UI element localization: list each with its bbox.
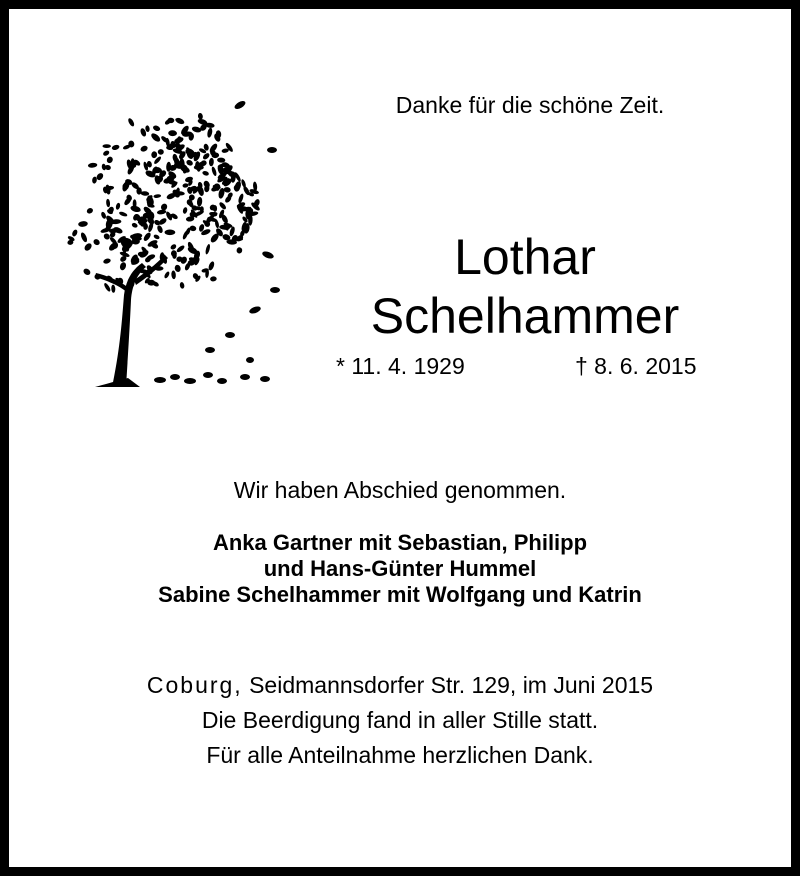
mourner-line: und Hans-Günter Hummel: [263, 556, 537, 581]
leaf-shape: [150, 132, 162, 143]
leaf-shape: [130, 205, 142, 213]
leaf-shape: [153, 234, 160, 240]
leaf-shape: [163, 271, 170, 279]
city: Coburg,: [146, 672, 243, 698]
leaf-shape: [210, 276, 217, 282]
leaf-shape: [157, 209, 167, 215]
leaf-shape: [88, 162, 98, 168]
leaf-shape: [153, 194, 161, 198]
leaf-shape: [83, 242, 93, 252]
leaf-shape: [197, 113, 203, 120]
leaf-shape: [207, 127, 214, 138]
leaf-shape: [191, 126, 202, 134]
windblown-tree-icon: [50, 95, 290, 395]
leaf-shape: [236, 247, 242, 254]
leaf-shape: [71, 229, 78, 237]
leaf-shape: [142, 231, 152, 242]
leaf-shape: [106, 199, 111, 208]
leaf-shape: [158, 149, 164, 155]
leaf-shape: [151, 151, 157, 158]
death-date: † 8. 6. 2015: [575, 353, 697, 379]
leaf-shape: [209, 211, 218, 217]
leaf-shape: [182, 207, 188, 214]
leaf-shape: [211, 166, 218, 176]
leaf-shape: [106, 156, 114, 165]
leaf-shape: [165, 230, 176, 236]
thanks-line: Für alle Anteilnahme herzlichen Dank.: [206, 742, 594, 768]
leaf-shape: [127, 117, 135, 127]
leaf-shape: [174, 117, 185, 126]
leaf-shape: [200, 206, 204, 212]
leaf-shape: [156, 225, 164, 234]
leaf-shape: [102, 150, 110, 157]
leaf-shape: [202, 170, 210, 176]
mourner-line: Sabine Schelhammer mit Wolfgang und Katrin: [158, 582, 642, 607]
footer-text: [0, 668, 800, 773]
leaf-shape: [111, 144, 120, 151]
leaf-shape: [80, 232, 89, 243]
leaf-shape: [119, 261, 127, 271]
leaf-shape: [179, 282, 185, 289]
leaf-shape: [140, 191, 149, 196]
leaf-shape: [103, 282, 112, 292]
leaf-shape: [103, 232, 111, 240]
leaf-shape: [152, 125, 161, 133]
leaf-shape: [111, 284, 116, 292]
leaf-shape: [170, 243, 178, 250]
place-line: [0, 668, 800, 703]
first-name: Lothar: [454, 229, 596, 285]
leaf-shape: [197, 197, 203, 207]
last-name: Schelhammer: [370, 288, 680, 344]
leaf-shape: [185, 159, 193, 167]
leaf-shape: [131, 222, 138, 229]
leaf-shape: [209, 158, 215, 167]
leaf-shape: [103, 258, 112, 265]
leaf-shape: [202, 152, 211, 161]
mourner-line: Anka Gartner mit Sebastian, Philipp: [212, 530, 588, 555]
leaf-shape: [182, 183, 189, 188]
leaf-shape: [171, 270, 176, 279]
farewell-line: Wir haben Abschied genommen.: [233, 477, 567, 503]
leaf-shape: [145, 125, 150, 132]
leaf-shape: [213, 205, 217, 212]
leaf-shape: [140, 145, 149, 153]
leaf-shape: [218, 201, 227, 210]
funeral-note: Die Beerdigung fand in aller Stille statt.: [201, 707, 599, 733]
leaf-shape: [82, 267, 91, 276]
leaf-shape: [119, 211, 128, 218]
motto: Danke für die schöne Zeit.: [395, 92, 665, 118]
mourners-list: [0, 530, 800, 608]
leaf-shape: [174, 264, 181, 272]
leaf-shape: [223, 187, 231, 193]
leaf-shape: [237, 193, 244, 204]
leaf-shape: [168, 130, 177, 136]
leaf-shape: [217, 157, 225, 162]
leaf-shape: [86, 207, 94, 215]
leaf-shape: [92, 238, 101, 247]
leaf-shape: [115, 202, 121, 210]
leaf-shape: [176, 244, 186, 253]
leaf-shape: [100, 211, 107, 219]
birth-date: * 11. 4. 1929: [336, 353, 465, 379]
leaf-shape: [103, 144, 111, 148]
leaf-shape: [92, 176, 98, 184]
address: Seidmannsdorfer Str. 129, im Juni 2015: [249, 672, 654, 698]
leaf-shape: [205, 244, 211, 255]
leaf-shape: [78, 221, 88, 228]
